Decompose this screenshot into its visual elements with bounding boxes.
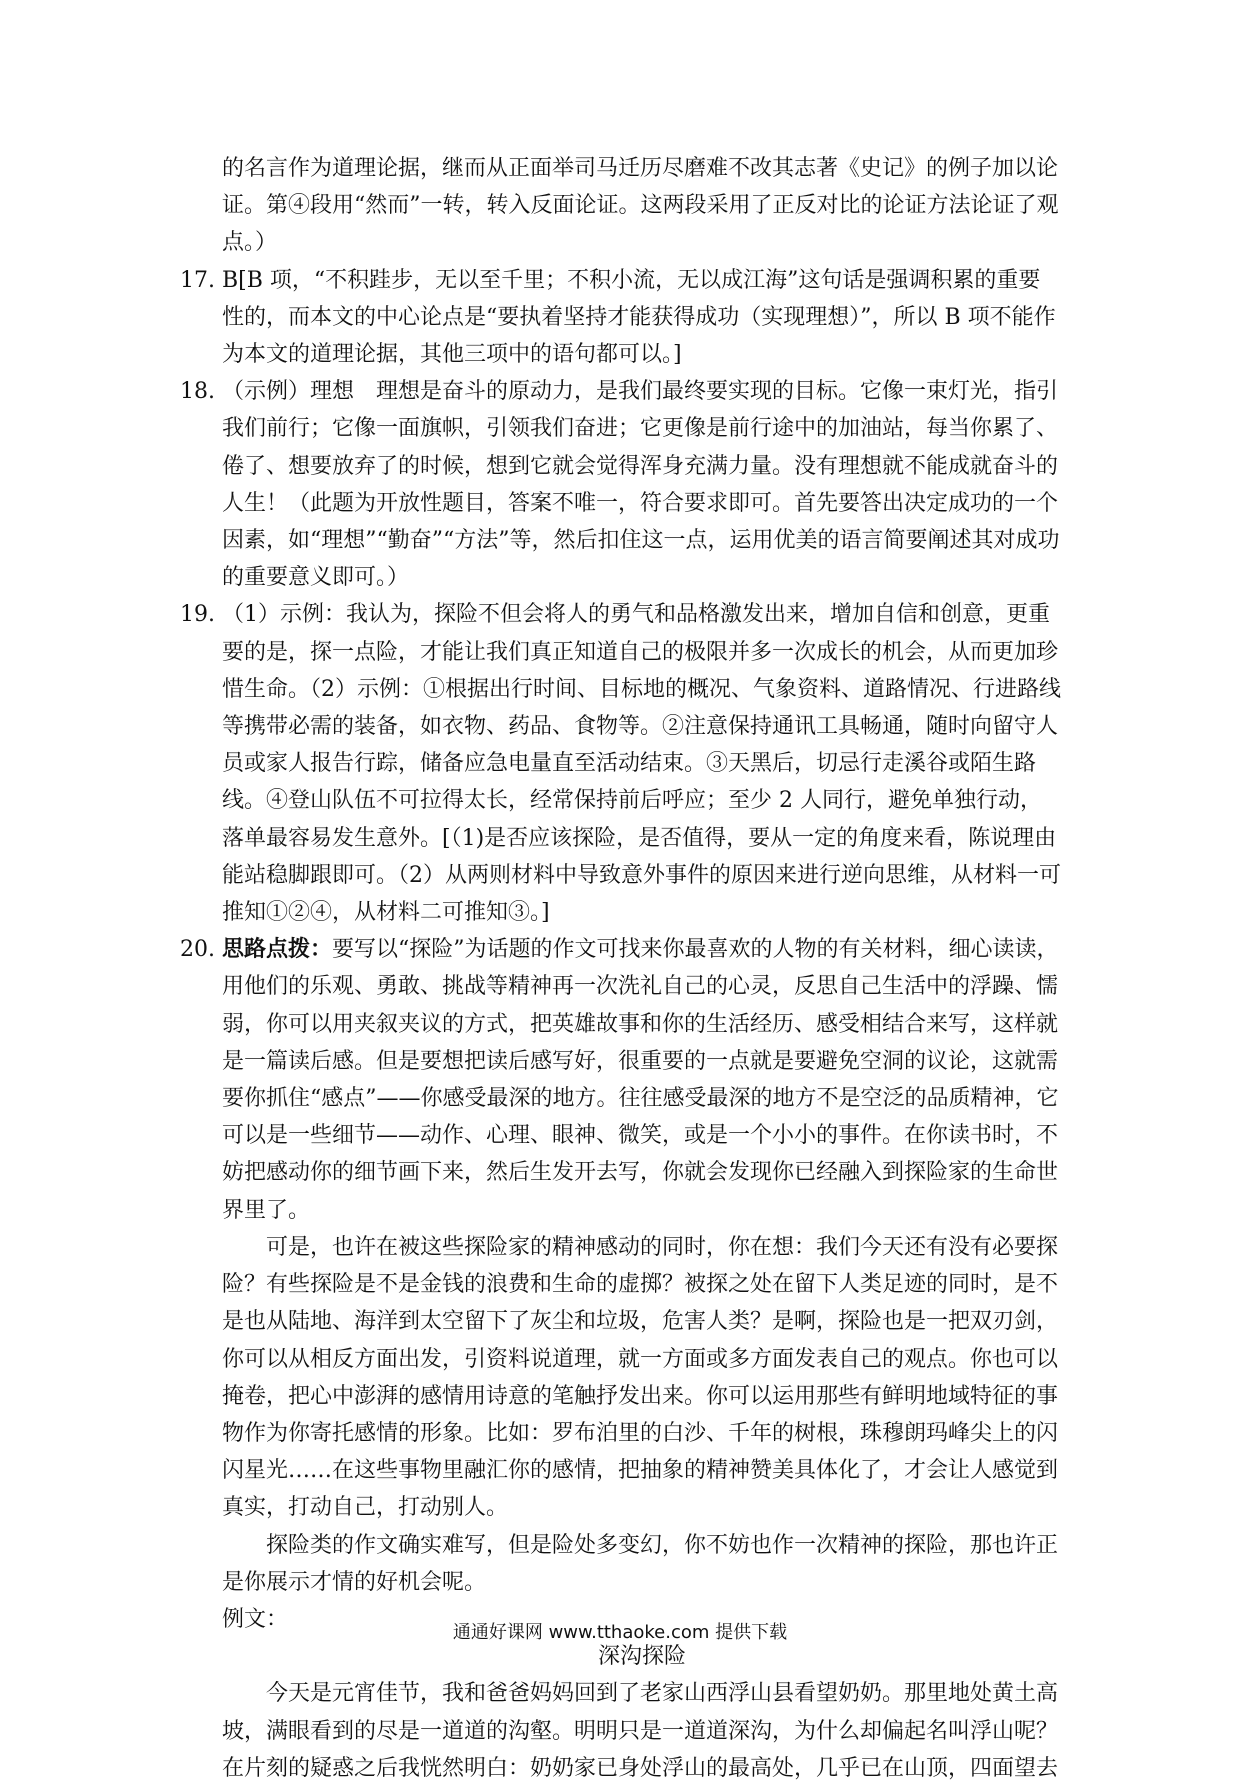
- answer-item-19: [180, 596, 1062, 931]
- essay-body: 今天是元宵佳节，我和爸爸妈妈回到了老家山西浮山县看望奶奶。那里地处黄土高坡，满眼看到的尽是一道道的沟壑。明明只是一道道深沟，为什么却偏起名叫浮山呢？在片刻的疑惑之后我恍然明白：奶奶家已身处浮山的最高处，几乎已在山顶，四面望去: [222, 1681, 1059, 1781]
- continuation-text: 的名言作为道理论据，继而从正面举司马迁历尽磨难不改其志著《史记》的例子加以论证。第④段用“然而”一转，转入反面论证。这两段采用了正反对比的论证方法论证了观点。）: [222, 156, 1059, 256]
- page-footer: 通通好课网 www.tthaoke.com 提供下载: [452, 1622, 788, 1643]
- item-text: [222, 931, 1062, 1229]
- item-text: （1）示例：我认为，探险不但会将人的勇气和品格激发出来，增加自信和创意，更重要的是，探一点险，才能让我们真正知道自己的极限并多一次成长的机会，从而更加珍惜生命。（2）示例：①根据出行时间、目标地的概况、气象资料、道路情况、行进路线等携带必需的装备，如衣物、药品、食物等。②注意保持通讯工具畅通，随时向留守人员或家人报告行踪，储备应急电量直至活动结束。③天黑后，切忌行走溪谷或陌生路线。④登山队伍不可拉得太长，经常保持前后呼应；至少 2 人同行，避免单独行动，落单最容易发生意外。[（1)是否应该探险，是否值得，要从一定的角度来看，陈说理由能站稳脚跟即可。（2）从两则材料中导致意外事件的原因来进行逆向思维，从材料一可推知①②④，从材料二可推知③。]: [222, 602, 1061, 926]
- body-paragraph: 探险类的作文确实难写，但是险处多变幻，你不妨也作一次精神的探险，那也许正是你展示才情的好机会呢。: [222, 1532, 1059, 1595]
- answer-item-20: [180, 931, 1062, 1229]
- item-lead: 思路点拨：: [222, 936, 333, 963]
- item-text: B[B 项，“不积跬步，无以至千里；不积小流，无以成江海”这句话是强调积累的重要性的，而本文的中心论点是“要执着坚持才能获得成功（实现理想）”，所以 B 项不能作为本文的道理论据，其他三项中的语句都可以。]: [222, 267, 1056, 368]
- answer-item-18: [180, 373, 1062, 596]
- item-number: 20.: [180, 937, 215, 963]
- example-label: 例文：: [222, 1606, 289, 1632]
- body-paragraph: 可是，也许在被这些探险家的精神感动的同时，你在想：我们今天还有没有必要探险？有些探险是不是金钱的浪费和生命的虚掷？被探之处在留下人类足迹的同时，是不是也从陆地、海洋到太空留下了灰尘和垃圾，危害人类？是啊，探险也是一把双刃剑，你可以从相反方面出发，引资料说道理，就一方面或多方面发表自己的观点。你也可以掩卷，把心中澎湃的感情用诗意的笔触抒发出来。你可以运用那些有鲜明地域特征的事物作为你寄托感情的形象。比如：罗布泊里的白沙、千年的树根，珠穆朗玛峰尖上的闪闪星光……在这些事物里融汇你的感情，把抽象的精神赞美具体化了，才会让人感觉到真实，打动自己，打动别人。: [222, 1234, 1059, 1521]
- item-number: 17.: [180, 267, 215, 293]
- answer-content: [180, 150, 1062, 1787]
- answer-item-17: [180, 262, 1062, 374]
- item-body: 要写以“探险”为话题的作文可找来你最喜欢的人物的有关材料，细心读读，用他们的乐观、勇敢、挑战等精神再一次洗礼自己的心灵，反思自己生活中的浮躁、懦弱，你可以用夹叙夹议的方式，把英雄故事和你的生活经历、感受相结合来写，这样就是一篇读后感。但是要想把读后感写好，很重要的一点就是要避免空洞的议论，这就需要你抓住“感点”——你感受最深的地方。往往感受最深的地方不是空泛的品质精神，它可以是一些细节——动作、心理、眼神、微笑，或是一个小小的事件。在你读书时，不妨把感动你的细节画下来，然后生发开去写，你就会发现你已经融入到探险家的生命世界里了。: [222, 937, 1059, 1223]
- item-number: 18.: [180, 379, 215, 405]
- item-text: （示例）理想 理想是奋斗的原动力，是我们最终要实现的目标。它像一束灯光，指引我们前行；它像一面旗帜，引领我们奋进；它更像是前行途中的加油站，每当你累了、倦了、想要放弃了的时候，想到它就会觉得浑身充满力量。没有理想就不能成就奋斗的人生！（此题为开放性题目，答案不唯一，符合要求即可。首先要答出决定成功的一个因素，如“理想”“勤奋”“方法”等，然后扣住这一点，运用优美的语言简要阐述其对成功的重要意义即可。）: [222, 379, 1060, 591]
- item-number: 19.: [180, 602, 215, 628]
- essay-title: 深沟探险: [597, 1644, 686, 1670]
